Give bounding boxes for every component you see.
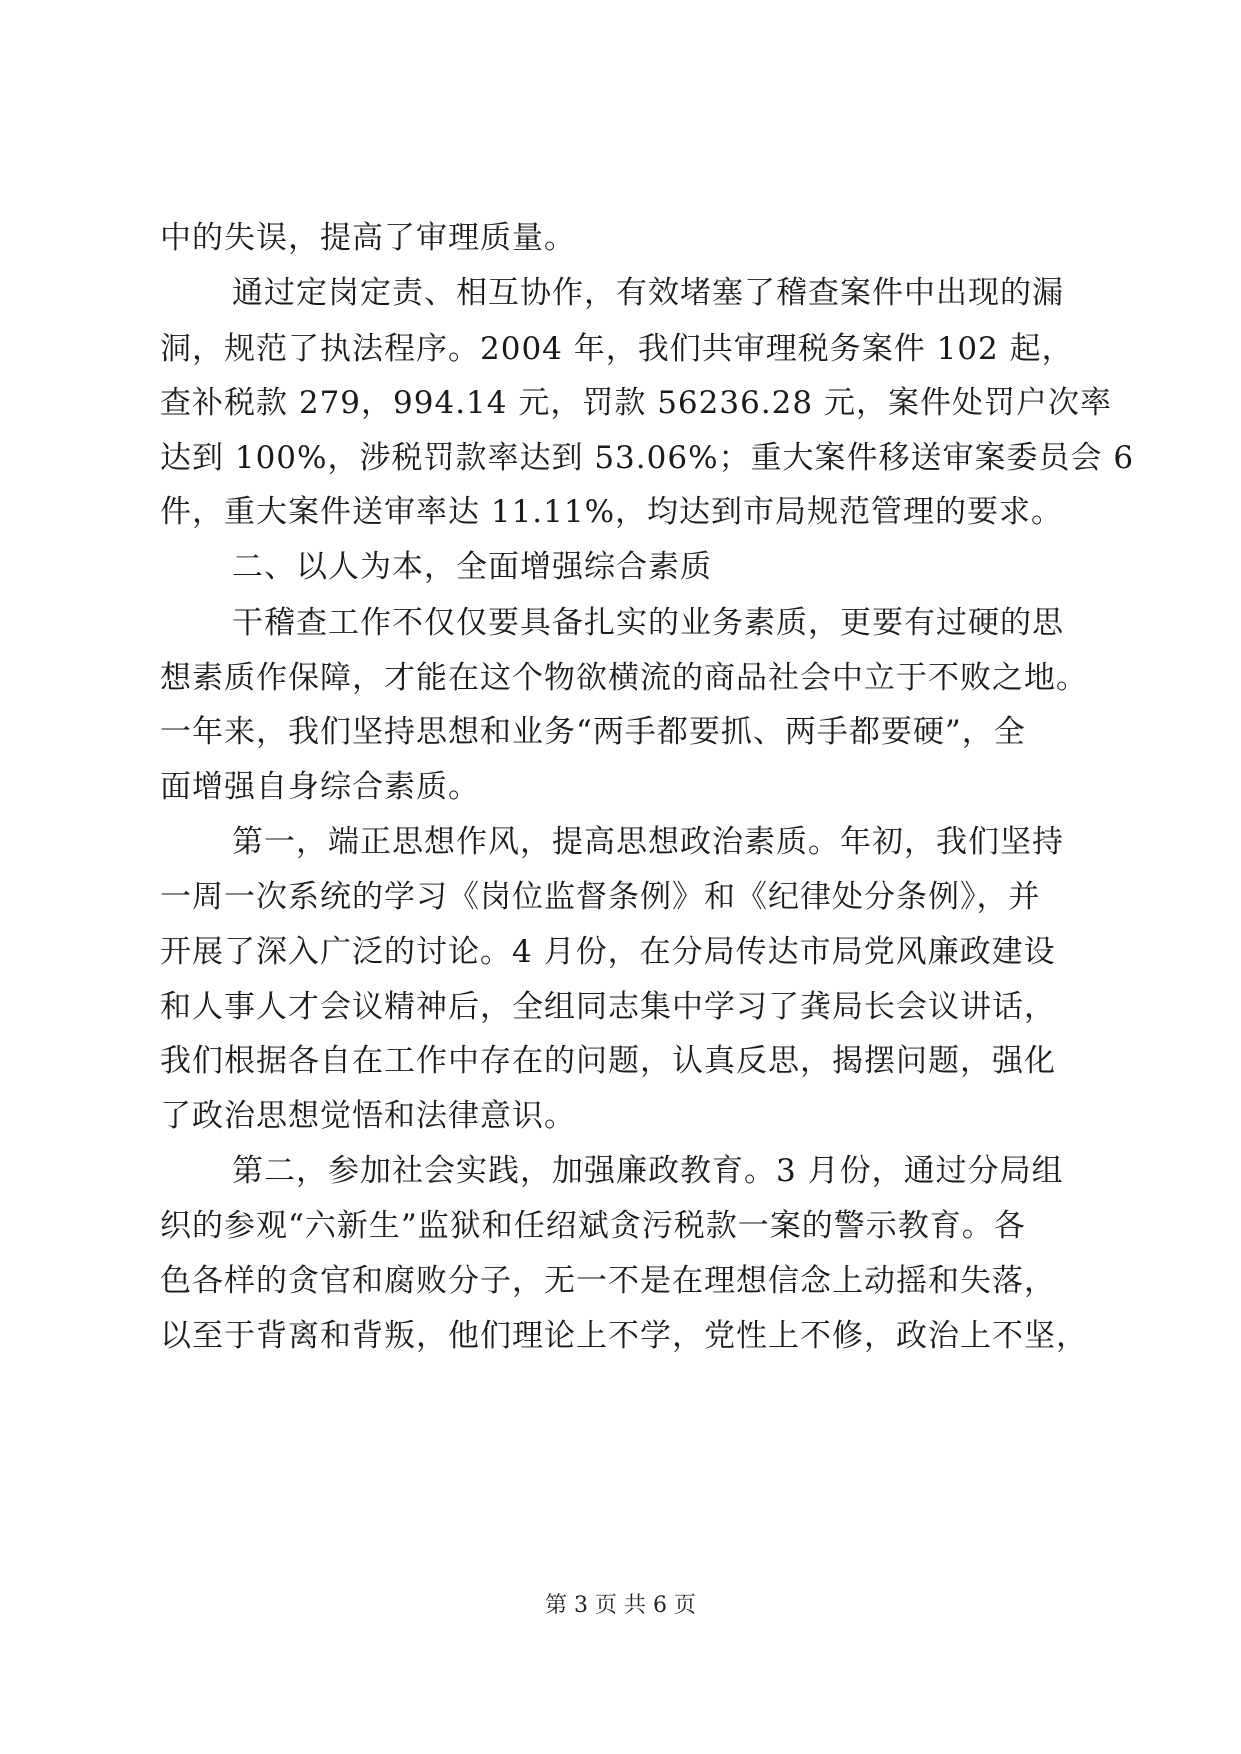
text-line: 面增强自身综合素质。: [160, 769, 480, 805]
text-line: 了政治思想觉悟和法律意识。: [160, 1098, 576, 1134]
text-line: 色各样的贪官和腐败分子，无一不是在理想信念上动摇和失落，: [160, 1263, 1056, 1299]
text-line: 件，重大案件送审率达 11.11%，均达到市局规范管理的要求。: [160, 494, 1064, 530]
text-line: 和人事人才会议精神后，全组同志集中学习了龚局长会议讲话，: [160, 989, 1056, 1025]
paragraph-start-line: 第一，端正思想作风，提高思想政治素质。年初，我们坚持: [232, 824, 1064, 860]
text-line: 洞，规范了执法程序。2004 年，我们共审理税务案件 102 起，: [160, 331, 1074, 367]
paragraph-start-line: 干稽查工作不仅仅要具备扎实的业务素质，更要有过硬的思: [232, 605, 1064, 641]
page-number-footer: 第 3 页 共 6 页: [545, 1593, 696, 1618]
text-line: 想素质作保障，才能在这个物欲横流的商品社会中立于不败之地。: [160, 660, 1088, 696]
text-line: 我们根据各自在工作中存在的问题，认真反思，揭摆问题，强化: [160, 1043, 1056, 1079]
text-line: 织的参观“六新生”监狱和任绍斌贪污税款一案的警示教育。各: [160, 1208, 1026, 1244]
text-line: 一周一次系统的学习《岗位监督条例》和《纪律处分条例》，并: [160, 879, 1041, 915]
text-line: 查补税款 279，994.14 元，罚款 56236.28 元，案件处罚户次率: [160, 385, 1112, 421]
text-line: 达到 100%，涉税罚款率达到 53.06%；重大案件移送审案委员会 6: [160, 440, 1135, 476]
text-line: 以至于背离和背叛，他们理论上不学，党性上不修，政治上不坚，: [160, 1318, 1088, 1354]
paragraph-start-line: 第二，参加社会实践，加强廉政教育。3 月份，通过分局组: [232, 1153, 1064, 1189]
text-line: 中的失误，提高了审理质量。: [160, 220, 576, 256]
text-line: 一年来，我们坚持思想和业务“两手都要抓、两手都要硬”，全: [160, 714, 1026, 750]
paragraph-start-line: 通过定岗定责、相互协作，有效堵塞了稽查案件中出现的漏: [232, 275, 1064, 311]
text-line: 开展了深入广泛的讨论。4 月份，在分局传达市局党风廉政建设: [160, 934, 1056, 970]
section-heading: 二、以人为本，全面增强综合素质: [232, 549, 712, 585]
